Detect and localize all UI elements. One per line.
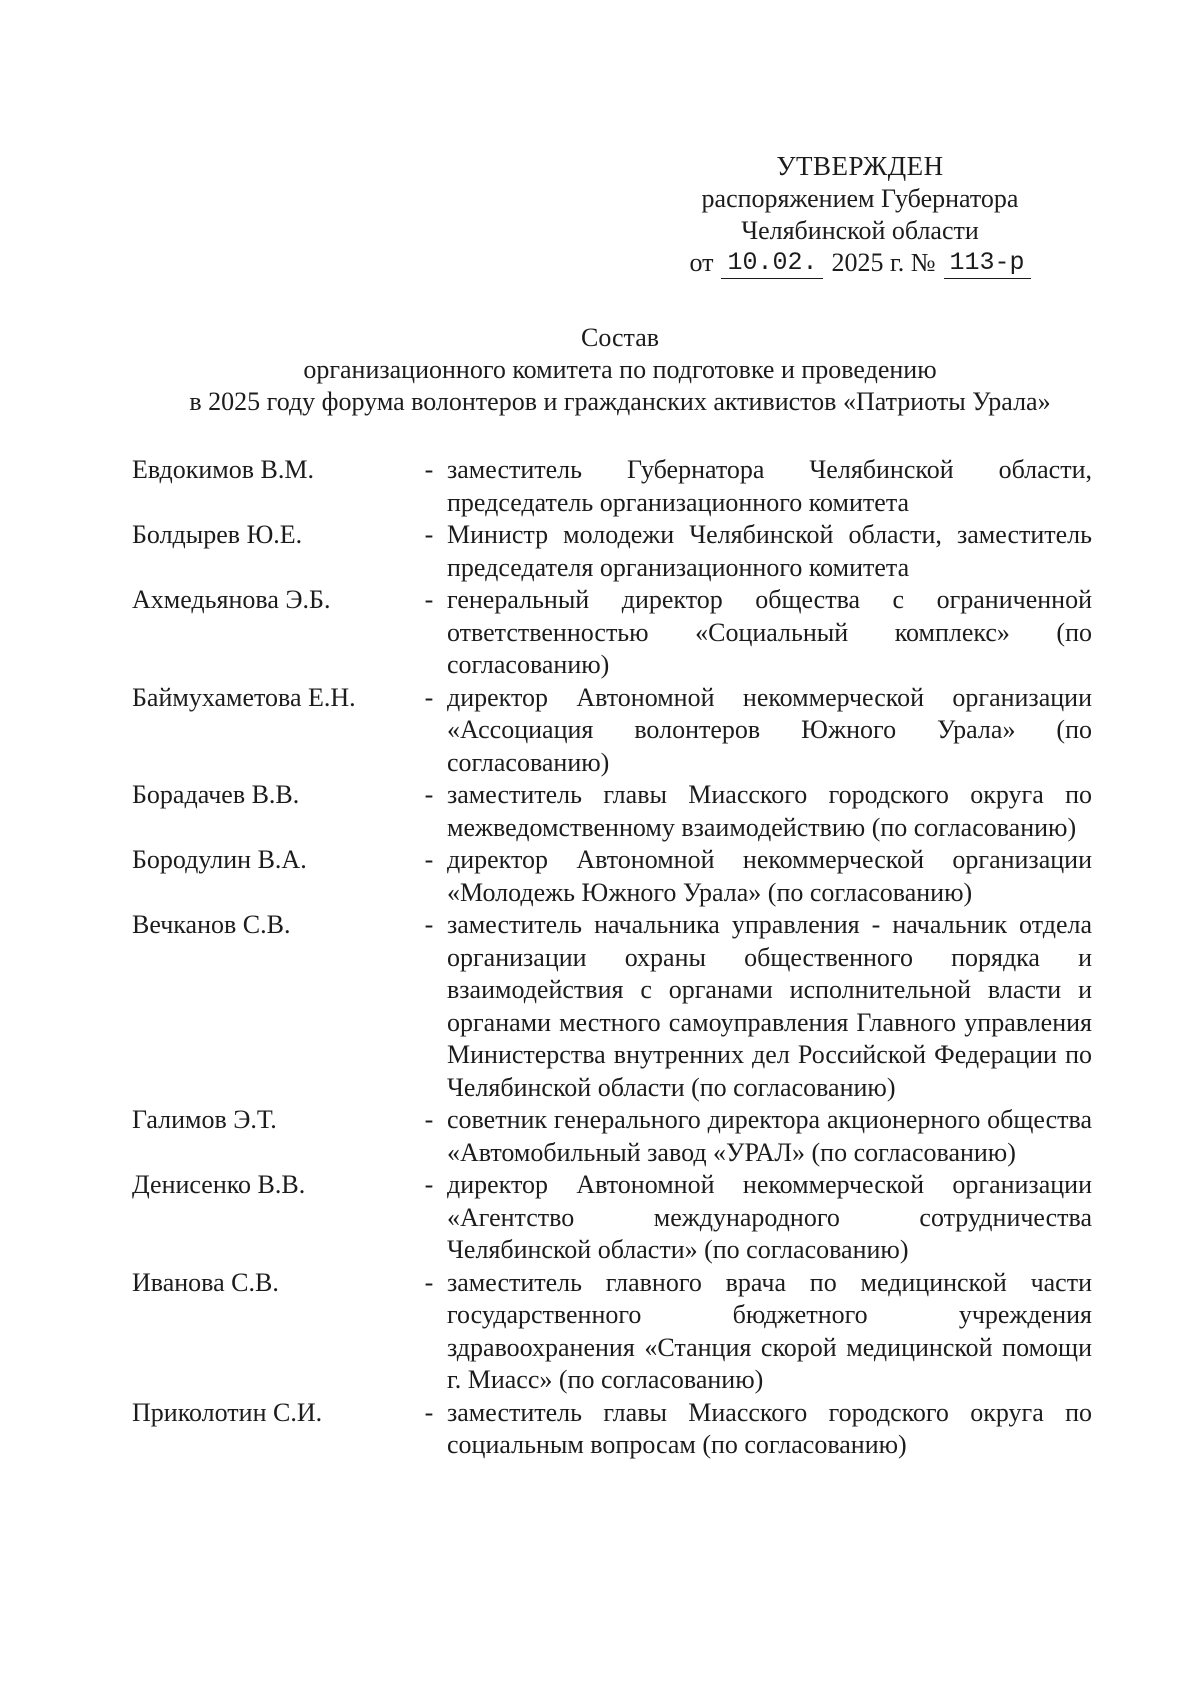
member-name: Иванова С.В. [132,1267,279,1297]
committee-member-list [132,454,1092,1462]
member-name: Болдырев Ю.Е. [132,520,303,549]
member-role: генеральный директор общества с ограниченной ответственностью «Социальный комплекс» (по согласованию) [447,585,1092,679]
member-dash: - [424,1170,434,1199]
member-dash: - [424,455,434,484]
date-prefix: от [689,248,714,277]
member-name: Денисенко В.В. [132,1170,306,1199]
member-role: советник генерального директора акционерного общества «Автомобильный завод «УРАЛ» (по согласованию) [447,1105,1092,1167]
member-name: Вечканов С.В. [132,910,291,939]
member-role: заместитель главного врача по медицинской части государственного бюджетного учреждения здравоохранения «Станция скорой медицинской помощи г. Миасс» (по согласованию) [447,1267,1092,1394]
document-heading [120,322,1120,418]
member-row [132,1397,1092,1462]
member-row [132,1169,1092,1267]
member-row [132,584,1092,682]
member-name: Ахмедьянова Э.Б. [132,585,331,614]
approval-block [650,150,1070,279]
heading-line-2: в 2025 году форума волонтеров и гражданских активистов «Патриоты Урала» [189,387,1051,416]
member-name: Борадачев В.В. [132,780,300,809]
member-row [132,779,1092,844]
member-row [132,1267,1092,1397]
member-name: Евдокимов В.М. [132,455,314,484]
member-dash: - [424,682,434,712]
member-role: директор Автономной некоммерческой организации «Агентство международного сотрудничества Челябинской области» (по согласованию) [447,1170,1092,1264]
member-dash: - [424,910,434,939]
member-row [132,909,1092,1104]
member-name: Баймухаметова Е.Н. [132,682,356,712]
approval-date-line [650,247,1070,279]
member-role: заместитель главы Миасского городского округа по социальным вопросам (по согласованию) [447,1397,1092,1459]
member-name: Бородулин В.А. [132,845,307,874]
year-text: 2025 г. № [831,248,936,277]
member-row [132,844,1092,909]
approval-line-region: Челябинской области [741,216,979,245]
member-dash: - [424,520,434,549]
member-role: директор Автономной некоммерческой организации «Молодежь Южного Урала» (по согласованию) [447,845,1092,907]
heading-line-1: организационного комитета по подготовке и проведению [303,355,937,384]
member-dash: - [424,1397,434,1427]
member-dash: - [424,585,434,614]
order-number: 113-р [944,249,1031,279]
member-row [132,454,1092,519]
member-role: заместитель главы Миасского городского округа по межведомственному взаимодействию (по согласованию) [447,780,1092,842]
member-role: Министр молодежи Челябинской области, заместитель председателя организационного комитета [447,520,1092,582]
member-row [132,519,1092,584]
member-role: директор Автономной некоммерческой организации «Ассоциация волонтеров Южного Урала» (по согласованию) [447,682,1092,777]
member-name: Галимов Э.Т. [132,1105,277,1134]
member-row [132,682,1092,780]
member-role: заместитель Губернатора Челябинской области, председатель организационного комитета [447,455,1092,517]
member-role: заместитель начальника управления - начальник отдела организации охраны общественного порядка и взаимодействия с органами исполнительной власти и органами местного самоуправления Главного управления Министерства внутренних дел Российской Федерации по Челябинской области (по согласованию) [447,910,1092,1102]
member-name: Приколотин С.И. [132,1397,323,1427]
heading-title: Состав [580,323,660,352]
approval-title: УТВЕРЖДЕН [776,151,944,181]
member-row [132,1104,1092,1169]
date-value: 10.02. [721,249,823,279]
member-dash: - [424,845,434,874]
member-dash: - [424,1105,434,1134]
member-dash: - [424,1267,434,1297]
member-dash: - [424,780,434,809]
approval-line-decree: распоряжением Губернатора [701,184,1019,213]
